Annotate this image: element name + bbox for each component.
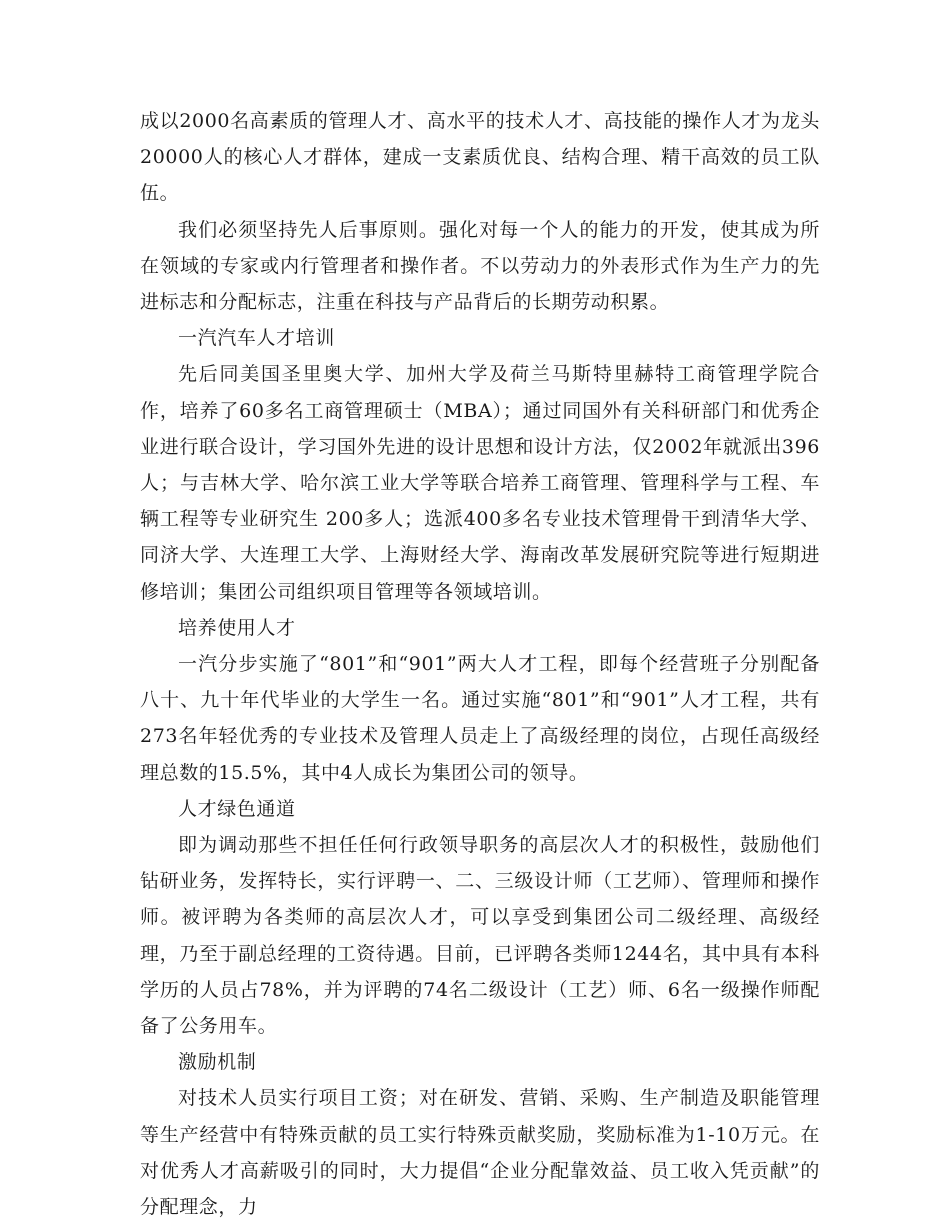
paragraph-training: 先后同美国圣里奥大学、加州大学及荷兰马斯特里赫特工商管理学院合作，培养了60多名工商管理硕士（MBA）；通过同国外有关科研部门和优秀企业进行联合设计，学习国外先进的设计思想和设计方法，仅2002年就派出396人；与吉林大学、哈尔滨工业大学等联合培养工商管理、管理科学与工程、车辆工程等专业研究生 200多人；选派400多名专业技术管理骨干到清华大学、同济大学、大连理工大学、上海财经大学、海南改革发展研究院等进行短期进修培训；集团公司组织项目管理等各领域培训。 xyxy=(140,363,820,603)
paragraph-continued: 成以2000名高素质的管理人才、高水平的技术人才、高技能的操作人才为龙头20000人的核心人才群体，建成一支素质优良、结构合理、精干高效的员工队伍。 xyxy=(140,110,820,205)
section-heading-talent-use: 培养使用人才 xyxy=(178,616,296,639)
section-heading-training: 一汽汽车人才培训 xyxy=(178,327,335,350)
section-heading-green-channel: 人才绿色通道 xyxy=(178,797,296,820)
paragraph-principle: 我们必须坚持先人后事原则。强化对每一个人的能力的开发，使其成为所在领域的专家或内行管理者和操作者。不以劳动力的外表形式作为生产力的先进标志和分配标志，注重在科技与产品背后的长期劳动积累。 xyxy=(140,218,820,314)
document-body xyxy=(140,103,820,1225)
section-heading-incentive: 激励机制 xyxy=(178,1051,257,1074)
paragraph-talent-use: 一汽分步实施了“801”和“901”两大人才工程，即每个经营班子分别配备八十、九十年代毕业的大学生一名。通过实施“801”和“901”人才工程，共有273名年轻优秀的专业技术及管理人员走上了高级经理的岗位，占现任高级经理总数的15.5%，其中4人成长为集团公司的领导。 xyxy=(140,653,820,784)
paragraph-incentive: 对技术人员实行项目工资；对在研发、营销、采购、生产制造及职能管理等生产经营中有特殊贡献的员工实行特殊贡献奖励，奖励标准为1-10万元。在对优秀人才高薪吸引的同时，大力提倡“企业分配靠效益、员工收入凭贡献”的分配理念，力 xyxy=(140,1087,820,1219)
paragraph-green-channel: 即为调动那些不担任任何行政领导职务的高层次人才的积极性，鼓励他们钻研业务，发挥特长，实行评聘一、二、三级设计师（工艺师）、管理师和操作师。被评聘为各类师的高层次人才，可以享受到集团公司二级经理、高级经理，乃至于副总经理的工资待遇。目前，已评聘各类师1244名，其中具有本科学历的人员占78%，并为评聘的74名二级设计（工艺）师、6名一级操作师配备了公务用车。 xyxy=(140,834,820,1038)
